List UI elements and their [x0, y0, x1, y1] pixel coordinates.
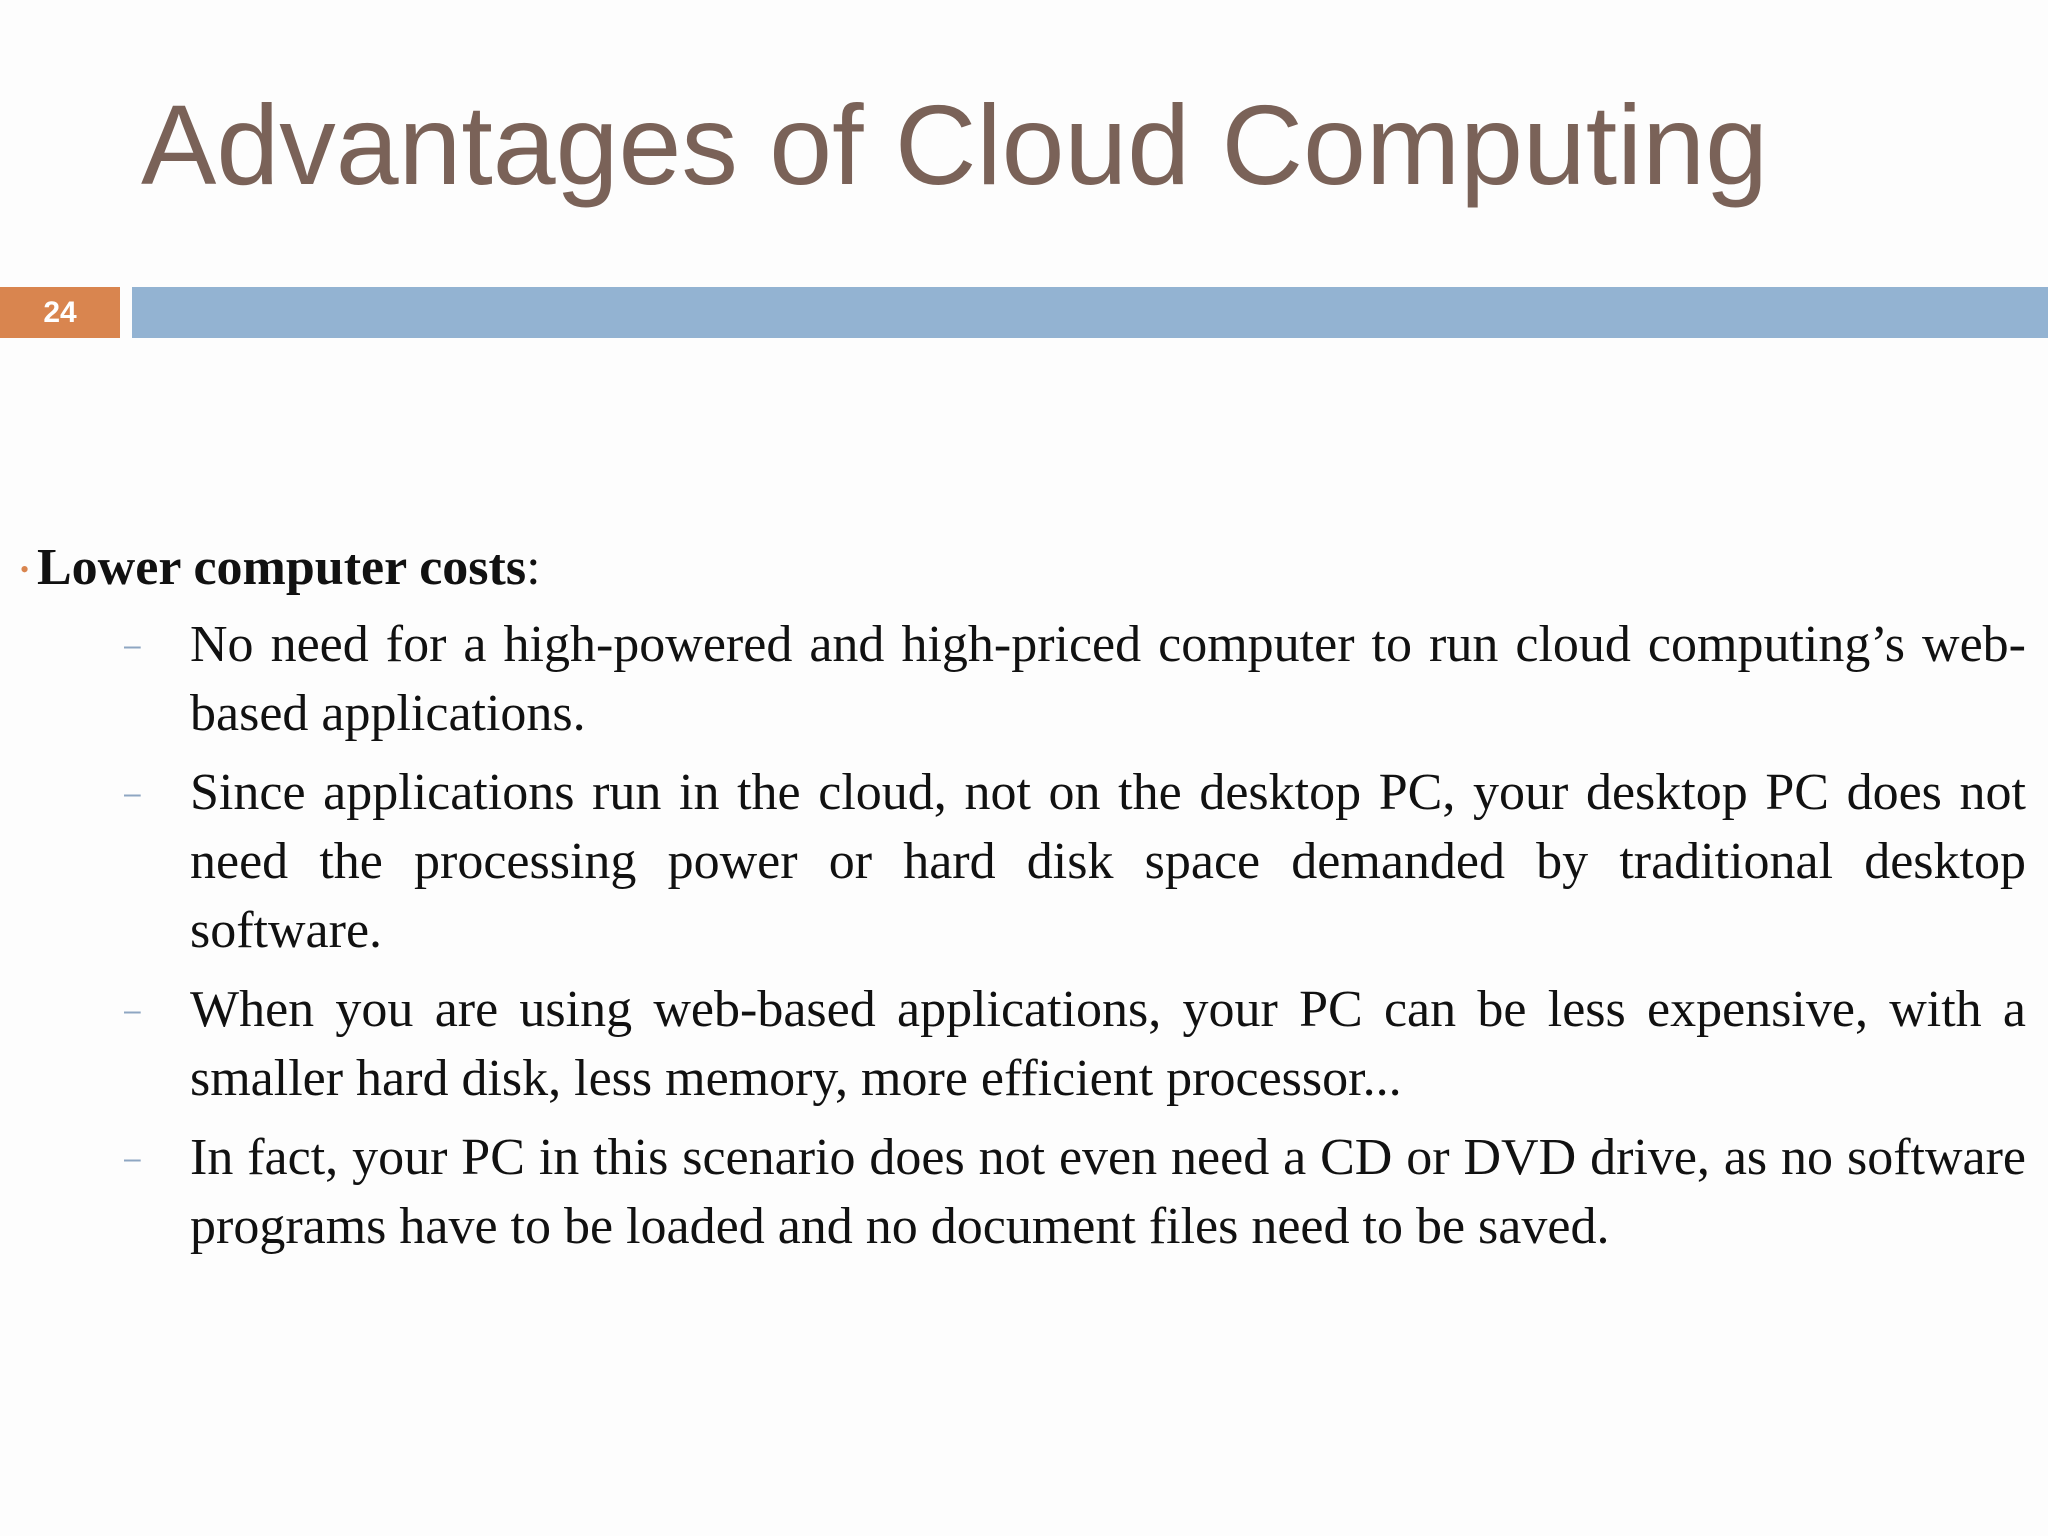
slide-content: [0, 532, 2048, 1271]
dash-bullet-icon: –: [124, 994, 141, 1027]
slide-title: Advantages of Cloud Computing: [141, 82, 1768, 208]
bullet-item: [0, 532, 2048, 604]
bullet-colon: :: [526, 539, 541, 596]
sub-bullet-text: No need for a high-powered and high-priced computer to run cloud computing’s web-based applications.: [190, 616, 2026, 742]
dash-bullet-icon: –: [124, 629, 141, 662]
sub-bullet-item: [0, 610, 2048, 748]
sub-bullet-text: When you are using web-based applications, your PC can be less expensive, with a smaller hard disk, less memory, more efficient processor...: [190, 981, 2026, 1107]
title-accent-bar: [132, 287, 2048, 338]
sub-bullet-item: [0, 1123, 2048, 1261]
sub-bullet-text: Since applications run in the cloud, not on the desktop PC, your desktop PC does not need the processing power or hard disk space demanded by traditional desktop software.: [190, 764, 2026, 959]
bullet-heading: Lower computer costs: [37, 539, 527, 596]
dash-bullet-icon: –: [124, 1142, 141, 1175]
sub-bullet-list: [0, 610, 2048, 1261]
bullet-text: [37, 532, 541, 604]
sub-bullet-text: In fact, your PC in this scenario does not even need a CD or DVD drive, as no software programs have to be loaded and no document files need to be saved.: [190, 1129, 2026, 1255]
bullet-dot-icon: •: [20, 555, 30, 584]
slide-number-badge: 24: [0, 287, 120, 338]
sub-bullet-item: [0, 975, 2048, 1113]
dash-bullet-icon: –: [124, 777, 141, 810]
sub-bullet-item: [0, 758, 2048, 965]
